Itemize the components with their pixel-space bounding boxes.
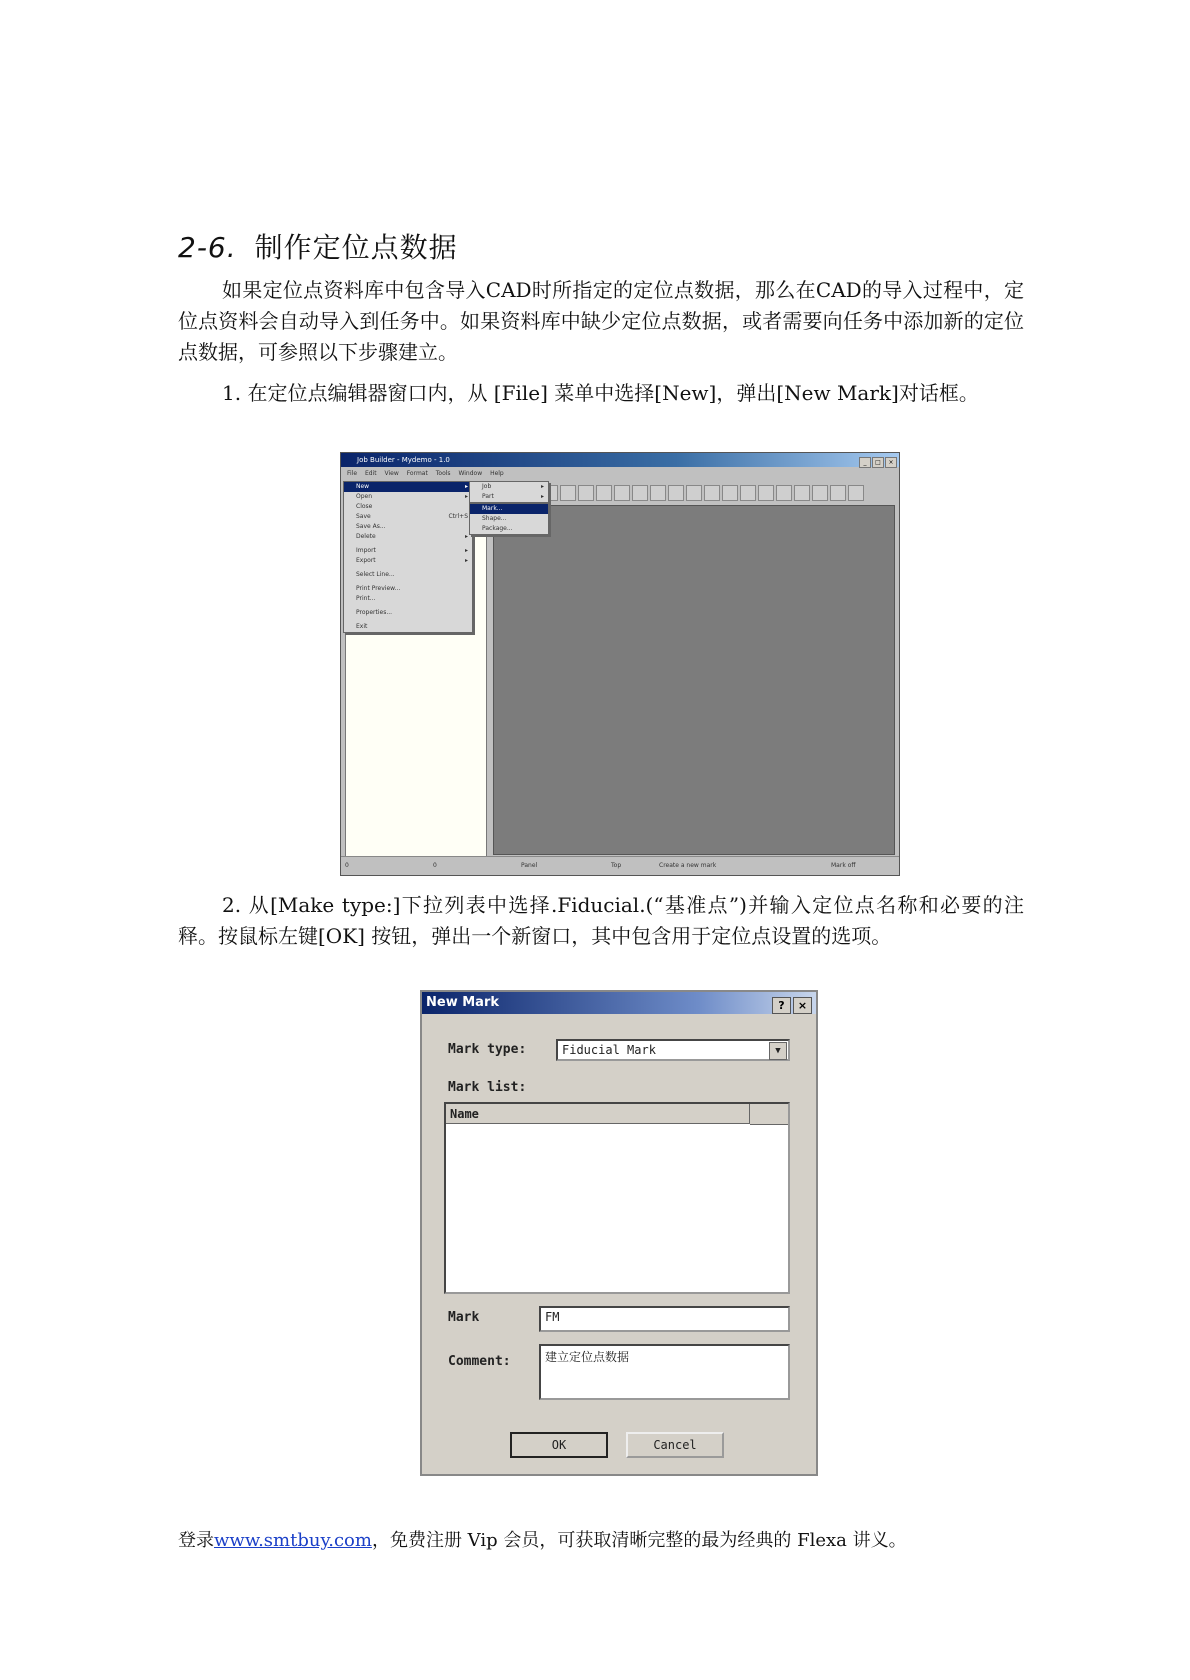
section-title: 制作定位点数据 [254, 231, 458, 264]
part-submenu-item[interactable]: Shape... [482, 515, 507, 522]
status-field: 0 [433, 862, 437, 869]
new-submenu-item[interactable]: Part ▸ [482, 493, 544, 500]
comment-label: Comment: [448, 1354, 511, 1369]
mark-list-label: Mark list: [448, 1080, 527, 1095]
file-menu-item[interactable]: Exit [356, 623, 368, 630]
part-submenu-item[interactable]: Package... [482, 525, 513, 532]
ok-button[interactable]: OK [510, 1432, 608, 1458]
submenu-arrow-icon: ▸ [540, 493, 544, 500]
toolbar-button[interactable] [812, 485, 828, 501]
menu-format[interactable]: Format [406, 470, 428, 477]
status-field: Mark off [831, 862, 856, 869]
footer-link[interactable]: www.smtbuy.com [214, 1530, 372, 1551]
intro-paragraph: 如果定位点资料库中包含导入CAD时所指定的定位点数据，那么在CAD的导入过程中，定位点资料会自动导入到任务中。如果资料库中缺少定位点数据，或者需要向任务中添加新的定位点数据，可参照以下步骤建立。 [178, 278, 1024, 364]
submenu-arrow-icon: ▸ [464, 547, 468, 554]
editor-canvas[interactable] [493, 505, 895, 855]
status-field: 0 [345, 862, 349, 869]
menu-tools[interactable]: Tools [435, 470, 451, 477]
new-mark-dialog [420, 990, 818, 1476]
part-submenu-item[interactable]: Mark... [470, 504, 548, 514]
toolbar-button[interactable] [560, 485, 576, 501]
menu-help[interactable]: Help [490, 470, 504, 477]
status-field: Create a new mark [659, 862, 717, 869]
file-menu-item[interactable]: Import ▸ [356, 547, 468, 554]
minimize-icon[interactable]: _ [859, 457, 871, 468]
toolbar-button[interactable] [668, 485, 684, 501]
cancel-button[interactable]: Cancel [626, 1432, 724, 1458]
toolbar-button[interactable] [848, 485, 864, 501]
toolbar-button[interactable] [830, 485, 846, 501]
footer-prefix: 登录 [178, 1530, 214, 1551]
job-builder-titlebar [341, 453, 899, 467]
mark-list[interactable] [444, 1102, 790, 1294]
job-builder-screenshot [340, 452, 900, 876]
file-menu-item[interactable]: Select Line... [356, 571, 395, 578]
toolbar-button[interactable] [614, 485, 630, 501]
close-icon[interactable]: × [793, 997, 812, 1014]
submenu-arrow-icon: ▸ [464, 557, 468, 564]
step1-paragraph: 1. 在定位点编辑器窗口内，从 [File] 菜单中选择[New]，弹出[New Mark]对话框。 [222, 381, 979, 405]
status-field: Top [611, 862, 622, 869]
file-menu-item[interactable]: Export ▸ [356, 557, 468, 564]
file-menu-item[interactable]: Print Preview... [356, 585, 401, 592]
submenu-arrow-icon: ▸ [464, 493, 468, 500]
shortcut-label: Ctrl+S [448, 513, 468, 520]
new-submenu [469, 481, 549, 503]
new-submenu-item[interactable]: Job ▸ [482, 483, 544, 490]
toolbar-button[interactable] [794, 485, 810, 501]
list-column-header[interactable]: Name [446, 1104, 750, 1124]
toolbar-button[interactable] [578, 485, 594, 501]
submenu-arrow-icon: ▸ [464, 533, 468, 540]
maximize-icon[interactable]: □ [872, 457, 884, 468]
mark-type-value: Fiducial Mark [562, 1043, 656, 1057]
status-bar [341, 856, 899, 875]
status-field: Panel [521, 862, 538, 869]
menu-window[interactable]: Window [458, 470, 483, 477]
toolbar-button[interactable] [686, 485, 702, 501]
comment-input[interactable]: 建立定位点数据 [539, 1344, 790, 1400]
section-heading [178, 226, 458, 266]
file-menu-item[interactable]: Print... [356, 595, 376, 602]
mark-type-select[interactable] [556, 1039, 790, 1061]
toolbar-button[interactable] [758, 485, 774, 501]
file-menu-item[interactable]: Properties... [356, 609, 393, 616]
submenu-arrow-icon: ▸ [540, 483, 544, 490]
toolbar-button[interactable] [704, 485, 720, 501]
toolbar-button[interactable] [632, 485, 648, 501]
file-menu-item[interactable]: Delete ▸ [356, 533, 468, 540]
toolbar-button[interactable] [722, 485, 738, 501]
part-submenu [469, 503, 549, 535]
list-column-header-filler [750, 1104, 788, 1125]
menu-view[interactable]: View [384, 470, 399, 477]
file-menu [343, 481, 473, 633]
file-menu-item[interactable]: Close [356, 503, 373, 510]
section-number: 2-6. [178, 231, 237, 264]
dialog-titlebar [422, 992, 816, 1014]
job-builder-title: Job Builder - Mydemo - 1.0 [357, 456, 450, 464]
file-menu-item[interactable]: New ▸ [344, 482, 472, 492]
toolbar-button[interactable] [776, 485, 792, 501]
dialog-title: New Mark [426, 995, 499, 1010]
toolbar-button[interactable] [650, 485, 666, 501]
mark-name-input[interactable]: FM [539, 1306, 790, 1332]
file-menu-item[interactable]: Save As... [356, 523, 386, 530]
menu-file[interactable]: File [347, 470, 358, 477]
mark-label: Mark [448, 1310, 480, 1325]
help-icon[interactable]: ? [772, 997, 791, 1014]
dialog-title-buttons [770, 995, 812, 1017]
file-menu-item[interactable]: Open ▸ [356, 493, 468, 500]
file-menu-item[interactable]: Save Ctrl+S [356, 513, 468, 520]
menu-edit[interactable]: Edit [364, 470, 377, 477]
submenu-arrow-icon: ▸ [464, 483, 468, 490]
close-icon[interactable]: × [885, 457, 897, 468]
mark-type-label: Mark type: [448, 1042, 527, 1057]
step2-paragraph: 2. 从[Make type:]下拉列表中选择.Fiducial.(“基准点”)并输入定位点名称和必要的注释。按鼠标左键[OK] 按钮，弹出一个新窗口，其中包含用于定位点设置的选项。 [178, 893, 1024, 948]
toolbar-button[interactable] [740, 485, 756, 501]
footer-note [178, 1526, 907, 1552]
footer-suffix: ，免费注册 Vip 会员，可获取清晰完整的最为经典的 Flexa 讲义。 [371, 1530, 907, 1551]
menubar [341, 467, 899, 480]
toolbar [541, 483, 895, 503]
chevron-down-icon[interactable]: ▼ [769, 1042, 787, 1060]
toolbar-button[interactable] [596, 485, 612, 501]
